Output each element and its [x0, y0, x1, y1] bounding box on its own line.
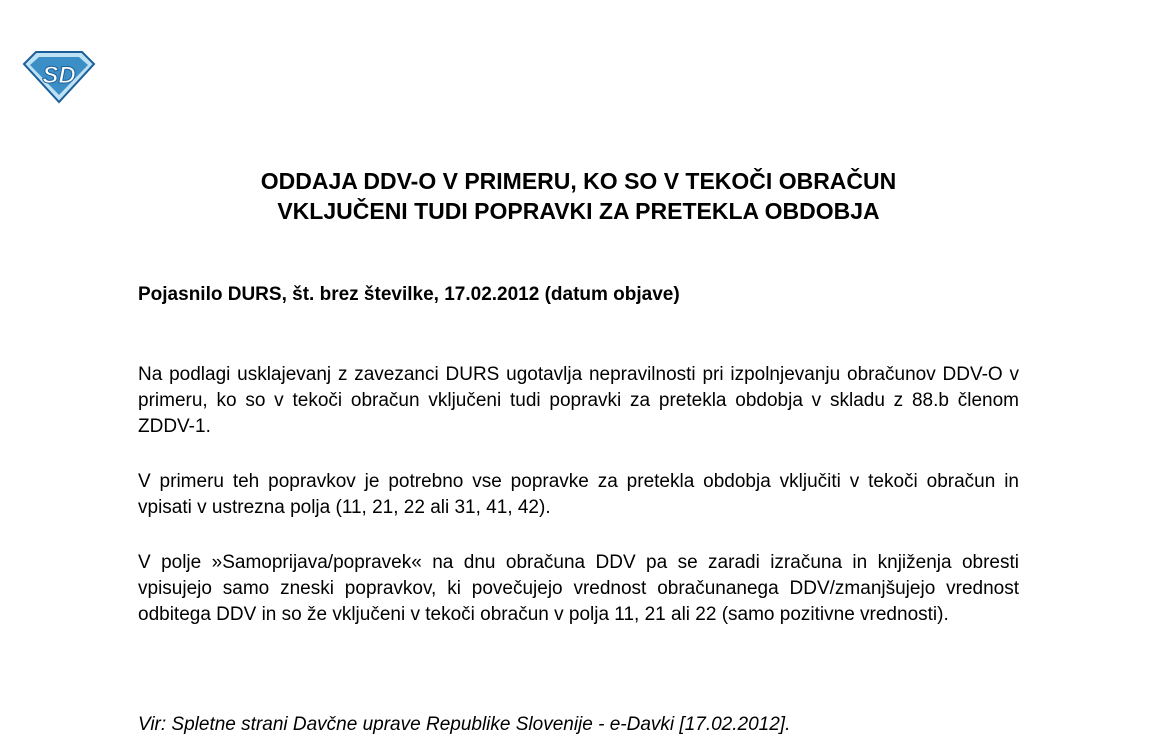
sd-shield-logo-icon: [22, 50, 96, 104]
document-title: [0, 166, 1157, 226]
paragraph-3: V polje »Samoprijava/popravek« na dnu obračuna DDV pa se zaradi izračuna in knjiženja obresti vpisujejo samo zneski popravkov, ki povečujejo vrednost obračunanega DDV/zmanjšujejo vrednost odbitega DDV in so že vključeni v tekoči obračun v polja 11, 21 ali 22 (samo pozitivne vrednosti).: [138, 552, 1019, 625]
paragraph-2: V primeru teh popravkov je potrebno vse popravke za pretekla obdobja vključiti v tekoči obračun in vpisati v ustrezna polja (11, 21, 22 ali 31, 41, 42).: [138, 471, 1019, 518]
title-line-1: ODDAJA DDV-O V PRIMERU, KO SO V TEKOČI OBRAČUN: [260, 168, 897, 194]
title-line-2: VKLJUČENI TUDI POPRAVKI ZA PRETEKLA OBDOBJA: [277, 198, 880, 224]
document-subtitle: Pojasnilo DURS, št. brez številke, 17.02.2012 (datum objave): [138, 284, 680, 305]
logo-text: SD: [42, 62, 76, 89]
source-citation: Vir: Spletne strani Davčne uprave Republike Slovenije - e-Davki [17.02.2012].: [138, 714, 791, 735]
paragraph-1: Na podlagi usklajevanj z zavezanci DURS ugotavlja nepravilnosti pri izpolnjevanju obračunov DDV-O v primeru, ko so v tekoči obračun vključeni tudi popravki za pretekla obdobja v skladu z 88.b členom ZDDV-1.: [138, 364, 1019, 437]
